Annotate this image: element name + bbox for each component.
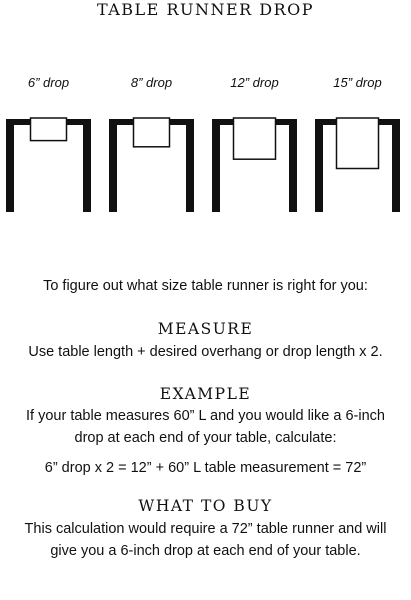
what-to-buy-heading: WHAT TO BUY	[138, 497, 273, 515]
table-leg-left	[109, 125, 117, 212]
example-formula: 6” drop x 2 = 12” + 60” L table measurement = 72”	[44, 460, 367, 476]
runner-drop	[337, 118, 379, 169]
page-title: TABLE RUNNER DROP	[96, 0, 315, 19]
runner-drop	[31, 118, 67, 141]
drop-diagram	[0, 68, 411, 218]
runner-drop	[234, 118, 276, 159]
table-leg-right	[186, 125, 194, 212]
table-leg-left	[315, 125, 323, 212]
table-leg-right	[289, 125, 297, 212]
intro-text: To figure out what size table runner is right for you:	[43, 278, 368, 294]
what-to-buy-line-1: This calculation would require a 72” table runner and will	[24, 521, 387, 537]
measure-text: Use table length + desired overhang or drop length x 2.	[28, 344, 383, 360]
drop-label: 6” drop	[27, 75, 70, 90]
example-line-1: If your table measures 60” L and you would like a 6-inch	[26, 408, 385, 424]
drop-label: 8” drop	[130, 75, 173, 90]
example-line-2: drop at each end of your table, calculate:	[74, 430, 337, 446]
example-heading: EXAMPLE	[159, 385, 252, 403]
what-to-buy-line-2: give you a 6-inch drop at each end of your table.	[50, 543, 361, 559]
table-leg-left	[212, 125, 220, 212]
drop-label: 12” drop	[230, 75, 279, 90]
table-leg-left	[6, 125, 14, 212]
table-leg-right	[392, 125, 400, 212]
table-leg-right	[83, 125, 91, 212]
drop-label: 15” drop	[333, 75, 382, 90]
runner-drop	[134, 118, 170, 147]
measure-heading: MEASURE	[157, 320, 254, 338]
